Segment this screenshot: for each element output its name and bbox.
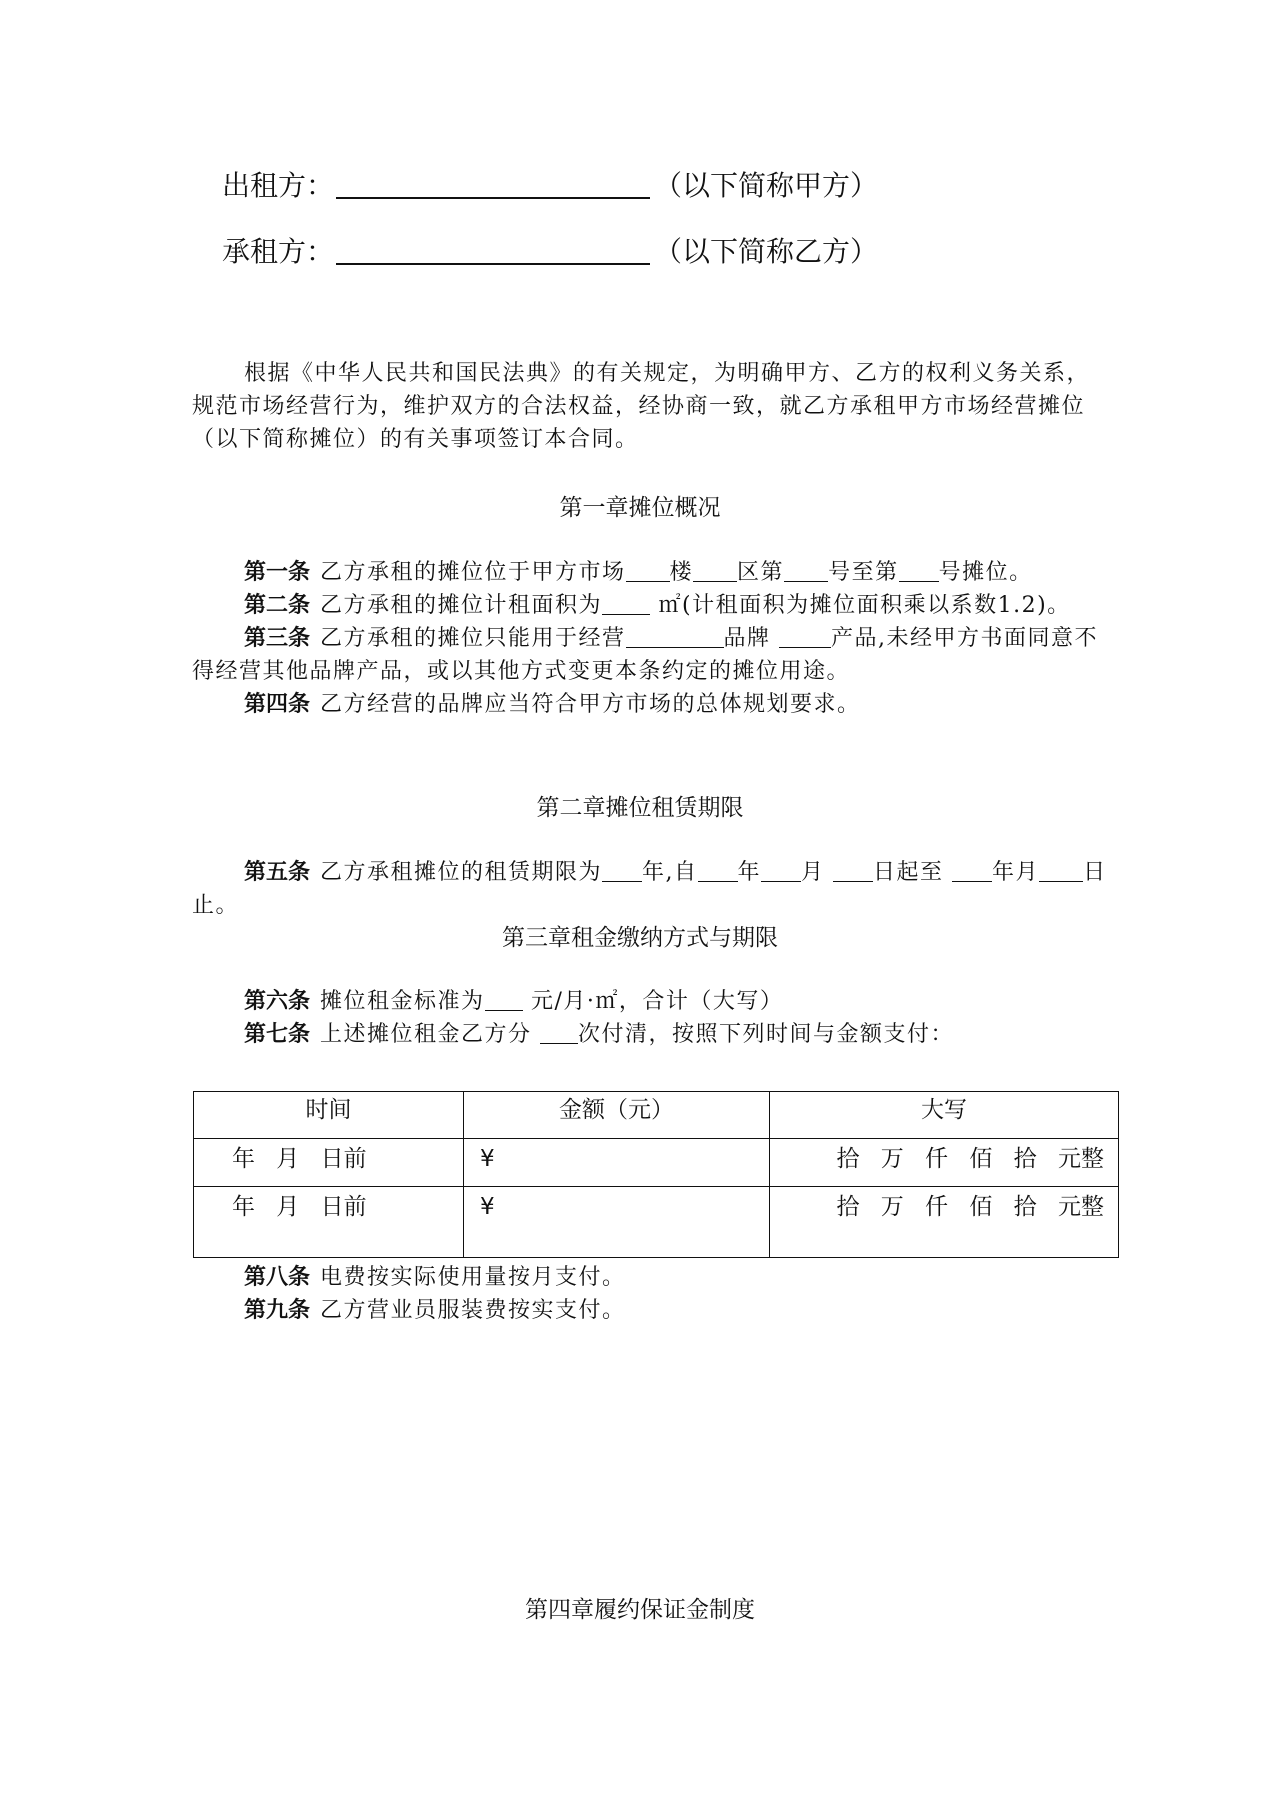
stall-to-blank[interactable]: [899, 559, 939, 582]
article-8: [192, 1261, 1112, 1294]
article-text: 号摊位。: [938, 560, 1033, 585]
installments-blank[interactable]: [540, 1021, 578, 1044]
article-2: [192, 589, 1112, 622]
lessee-line: [222, 232, 878, 272]
article-1: [192, 556, 1112, 589]
lessor-label: 出租方：: [222, 169, 335, 202]
article-label: 第二条: [244, 593, 311, 618]
table-row: [194, 1187, 1119, 1258]
chapter-2-articles: [192, 856, 1112, 922]
article-label: 第五条: [244, 860, 311, 885]
payment-date-cell[interactable]: 年 月 日前: [194, 1187, 464, 1258]
article-label: 第四条: [244, 692, 311, 717]
start-month-blank[interactable]: [761, 859, 801, 882]
article-text: 乙方营业员服装费按实支付。: [320, 1298, 626, 1323]
rent-rate-blank[interactable]: [485, 988, 523, 1011]
article-3: [192, 622, 1112, 688]
start-year-blank[interactable]: [698, 859, 738, 882]
chapter-1-articles: [192, 556, 1112, 721]
article-text: ㎡(计租面积为摊位面积乘以系数1.2)。: [650, 593, 1071, 618]
lessor-suffix: （以下简称甲方）: [654, 169, 879, 202]
article-label: 第八条: [244, 1265, 311, 1290]
chapter-4-title: 第四章履约保证金制度: [525, 1597, 755, 1623]
end-day-blank[interactable]: [1039, 859, 1083, 882]
chapter-3-articles-cont: [192, 1261, 1112, 1327]
article-9: [192, 1294, 1112, 1327]
chapter-1-title: 第一章摊位概况: [559, 495, 721, 521]
article-text: 日止。: [192, 860, 1107, 918]
chapter-3-title: 第三章租金缴纳方式与期限: [502, 925, 778, 951]
header-time: 时间: [194, 1092, 464, 1139]
article-text: 乙方承租的摊位只能用于经营: [320, 626, 626, 651]
header-amount: 金额（元）: [464, 1092, 770, 1139]
payment-schedule-table: [193, 1091, 1119, 1258]
article-text: 年: [737, 860, 762, 885]
article-7: [192, 1018, 1112, 1051]
payment-amount-cell[interactable]: ¥: [464, 1187, 770, 1258]
term-years-blank[interactable]: [602, 859, 642, 882]
article-text: 乙方承租的摊位计租面积为: [320, 593, 603, 618]
zone-blank[interactable]: [693, 559, 737, 582]
article-text: 月: [801, 860, 834, 885]
article-text: 乙方承租的摊位位于甲方市场: [320, 560, 626, 585]
article-text: 乙方经营的品牌应当符合甲方市场的总体规划要求。: [320, 692, 861, 717]
article-label: 第一条: [244, 560, 311, 585]
payment-amount-cell[interactable]: ¥: [464, 1139, 770, 1187]
article-text: 乙方承租摊位的租赁期限为: [320, 860, 603, 885]
article-text: 上述摊位租金乙方分: [320, 1022, 541, 1047]
article-text: 摊位租金标准为: [320, 989, 485, 1014]
article-text: 次付清，按照下列时间与金额支付：: [578, 1022, 955, 1047]
table-header-row: [194, 1092, 1119, 1139]
area-blank[interactable]: [602, 592, 650, 615]
article-text: 区第: [737, 560, 785, 585]
chapter-2-title: 第二章摊位租赁期限: [536, 795, 744, 821]
article-text: 日起至: [873, 860, 953, 885]
article-text: 楼: [669, 560, 694, 585]
article-label: 第六条: [244, 989, 311, 1014]
preamble-block: [192, 357, 1112, 456]
stall-from-blank[interactable]: [784, 559, 828, 582]
payment-words-cell[interactable]: 拾 万 仟 佰 拾 元整: [770, 1187, 1119, 1258]
article-text: 电费按实际使用量按月支付。: [320, 1265, 626, 1290]
article-text: 年,自: [642, 860, 698, 885]
lessee-suffix: （以下简称乙方）: [654, 235, 879, 268]
article-5: [192, 856, 1112, 922]
article-label: 第三条: [244, 626, 311, 651]
table-row: [194, 1139, 1119, 1187]
start-day-blank[interactable]: [833, 859, 873, 882]
payment-date-cell[interactable]: 年 月 日前: [194, 1139, 464, 1187]
floor-blank[interactable]: [626, 559, 670, 582]
article-label: 第七条: [244, 1022, 311, 1047]
lessor-line: [222, 166, 878, 206]
end-year-blank[interactable]: [952, 859, 992, 882]
brand-blank[interactable]: [626, 625, 724, 648]
article-text: 产品,未经甲方书面同意不得经营其他品牌产品，或以其他方式变更本条约定的摊位用途。: [192, 626, 1099, 684]
preamble-paragraph: 根据《中华人民共和国民法典》的有关规定，为明确甲方、乙方的权利义务关系，规范市场经营行为，维护双方的合法权益，经协商一致，就乙方承租甲方市场经营摊位（以下简称摊位）的有关事项签订本合同。: [192, 361, 1091, 452]
article-text: 品牌: [723, 626, 780, 651]
article-4: [192, 688, 1112, 721]
lessee-name-blank[interactable]: [336, 233, 650, 265]
lessee-label: 承租方：: [222, 235, 335, 268]
payment-words-cell[interactable]: 拾 万 仟 佰 拾 元整: [770, 1139, 1119, 1187]
article-text: 号至第: [828, 560, 899, 585]
article-text: 年月: [992, 860, 1040, 885]
article-6: [192, 985, 1112, 1018]
article-label: 第九条: [244, 1298, 311, 1323]
product-blank[interactable]: [779, 625, 831, 648]
header-words: 大写: [770, 1092, 1119, 1139]
chapter-3-articles: [192, 985, 1112, 1051]
lessor-name-blank[interactable]: [336, 167, 650, 199]
article-text: 元/月·㎡，合计（大写）: [522, 989, 784, 1014]
